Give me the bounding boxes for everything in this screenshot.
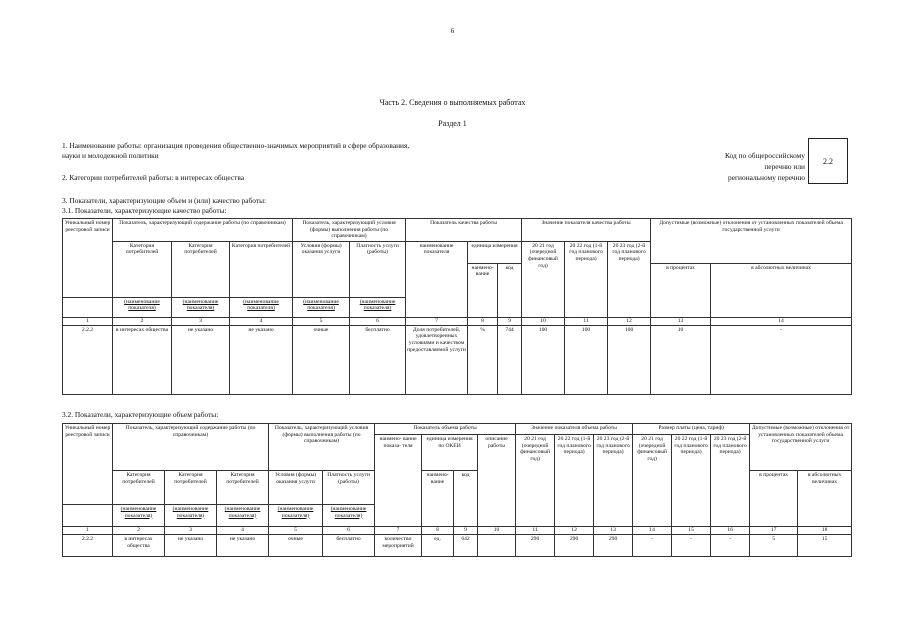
v-colnum: 11 bbox=[516, 527, 555, 535]
q-cell: 100 bbox=[565, 325, 608, 394]
q-colnum: 10 bbox=[522, 317, 565, 325]
v-h-pct: в процентах bbox=[750, 471, 798, 527]
v-colnum: 17 bbox=[750, 527, 798, 535]
v-h-value: Значение показателя объема работы bbox=[516, 424, 633, 435]
q-cell: 744 bbox=[498, 325, 522, 394]
v-colnum: 6 bbox=[323, 527, 375, 535]
code-label-2: перечню или bbox=[764, 162, 805, 171]
q-cell: 100 bbox=[522, 325, 565, 394]
section-title: Раздел 1 bbox=[438, 119, 467, 128]
q-col-numbers bbox=[63, 317, 852, 325]
v-h-ind-2: (наименование показателя) bbox=[165, 505, 217, 527]
q-h-name: наименование показателя bbox=[406, 241, 468, 317]
v-h-ind-3: (наименование показателя) bbox=[217, 505, 269, 527]
v-colnum: 2 bbox=[113, 527, 165, 535]
v-h-name: наимено- вание показа- теля bbox=[375, 435, 422, 527]
code-label-3: региональному перечню bbox=[728, 173, 805, 182]
v-colnum: 15 bbox=[672, 527, 711, 535]
v-colnum: 18 bbox=[798, 527, 852, 535]
v-h-desc: описание работы bbox=[478, 435, 516, 527]
q-h-deviation: Допустимые (возможные) отклонения от установленных показателей объема государственной услуги bbox=[651, 219, 852, 264]
consumers-line: 2. Категории потребителей работы: в интересах общества bbox=[62, 173, 244, 182]
v-cell: 290 bbox=[516, 535, 555, 557]
v-h-fee: Размер платы (цена, тариф) bbox=[633, 424, 750, 435]
q-h-quality: Показатель качества работы bbox=[406, 219, 522, 242]
v-colnum: 7 bbox=[375, 527, 422, 535]
v-h-y3: 20 23 год (2-й год планового периода) bbox=[594, 435, 633, 527]
v-colnum: 9 bbox=[454, 527, 478, 535]
q-h-conditions: Показатель, характеризующий условия (формы) выполнения работы (по справочникам) bbox=[293, 219, 406, 242]
v-h-f1: 20 21 год (очередной финансовый год) bbox=[633, 435, 672, 527]
code-label bbox=[660, 150, 805, 183]
page-number: 6 bbox=[450, 27, 455, 35]
v-h-deviation: Допустимые (возможные) отклонения от установленных показателей объема государственной услуги bbox=[750, 424, 852, 471]
q-colnum: 13 bbox=[651, 317, 711, 325]
v-cell: - bbox=[672, 535, 711, 557]
v-cell: в интересах общества bbox=[113, 535, 165, 557]
q-colnum: 4 bbox=[230, 317, 293, 325]
v-cell: ед. bbox=[422, 535, 454, 557]
q-cell: Доля потребителей, удовлетворенных условиями и качеством предоставляемой услуги bbox=[406, 325, 468, 394]
v-h-unit: единица измерения по ОКЕИ bbox=[422, 435, 478, 471]
v-cell: количество мероприятий bbox=[375, 535, 422, 557]
q-cell: в интересах общества bbox=[113, 325, 172, 394]
v-colnum: 8 bbox=[422, 527, 454, 535]
q-h-unit: единица измерения bbox=[468, 241, 522, 263]
v-h-unitname: наимено- вание bbox=[422, 471, 454, 527]
v-table-row bbox=[63, 535, 852, 557]
v-h-content: Показатель, характеризующий содержание работы (по справочникам) bbox=[113, 424, 269, 471]
q-colnum: 8 bbox=[468, 317, 498, 325]
q-h-value: Значение показателя качества работы bbox=[522, 219, 651, 242]
q-h-ind-2: (наименование показателя) bbox=[172, 297, 230, 317]
v-colnum: 10 bbox=[478, 527, 516, 535]
v-colnum: 3 bbox=[165, 527, 217, 535]
v-cell: не указано bbox=[165, 535, 217, 557]
q-colnum: 14 bbox=[711, 317, 852, 325]
q-colnum: 2 bbox=[113, 317, 172, 325]
v-h-f2: 20 22 год (1-й год планового периода) bbox=[672, 435, 711, 527]
q-h-cond1: Условия (формы) оказания услуги bbox=[293, 241, 350, 297]
q-h-unitname: наимено- вание bbox=[468, 263, 498, 317]
volume-table bbox=[62, 423, 852, 557]
q-h-ind-4: (наименование показателя) bbox=[293, 297, 350, 317]
q-colnum: 9 bbox=[498, 317, 522, 325]
v-h-volume: Показатель объема работы bbox=[375, 424, 516, 435]
work-name-line2: науки и молодежной политики bbox=[62, 151, 159, 160]
q-h-unique: Уникальный номер реестровой записи bbox=[63, 219, 113, 298]
v-cell: 15 bbox=[798, 535, 852, 557]
q-cell: не указано bbox=[230, 325, 293, 394]
v-h-abs: в абсолютных величинах bbox=[798, 471, 852, 527]
code-value: 2.2 bbox=[823, 156, 833, 166]
q-cell: очные bbox=[293, 325, 350, 394]
q-colnum: 11 bbox=[565, 317, 608, 325]
v-cell: бесплатно bbox=[323, 535, 375, 557]
q-cell: 100 bbox=[608, 325, 651, 394]
q-h-content: Показатель, характеризующий содержание работы (по справочникам) bbox=[113, 219, 293, 242]
q-colnum: 1 bbox=[63, 317, 113, 325]
q-colnum: 3 bbox=[172, 317, 230, 325]
v-h-ind-5: (наименование показателя) bbox=[323, 505, 375, 527]
q-h-ind-1: (наименование показателя) bbox=[113, 297, 172, 317]
v-h-f3: 20 23 год (2-й год планового периода) bbox=[711, 435, 750, 527]
v-h-ind-1: (наименование показателя) bbox=[113, 505, 165, 527]
q-cell: не указано bbox=[172, 325, 230, 394]
v-h-conditions: Показатель, характеризующий условия (формы) выполнения работы (по справочникам) bbox=[269, 424, 375, 471]
q-h-cond2: Платность услуги (работы) bbox=[350, 241, 406, 297]
v-colnum: 16 bbox=[711, 527, 750, 535]
q-h-pct: в процентах bbox=[651, 263, 711, 317]
q-cell: 10 bbox=[651, 325, 711, 394]
v-cell: не указано bbox=[217, 535, 269, 557]
q-cell: бесплатно bbox=[350, 325, 406, 394]
v-h-y1: 20 21 год (очередной финансовый год) bbox=[516, 435, 555, 527]
q-h-cat1: Категория потребителей bbox=[113, 241, 172, 297]
v-cell: 2.2.2 bbox=[63, 535, 113, 557]
q-h-cat2: Категория потребителей bbox=[172, 241, 230, 297]
q-cell: % bbox=[468, 325, 498, 394]
v-colnum: 1 bbox=[63, 527, 113, 535]
v-cell: 642 bbox=[454, 535, 478, 557]
q-colnum: 5 bbox=[293, 317, 350, 325]
q-colnum: 6 bbox=[350, 317, 406, 325]
v-colnum: 5 bbox=[269, 527, 323, 535]
q-colnum: 12 bbox=[608, 317, 651, 325]
q-h-y1: 20 21 год (очередной финансовый год) bbox=[522, 241, 565, 317]
v-cell: - bbox=[711, 535, 750, 557]
code-box bbox=[808, 138, 848, 184]
q-h-y3: 20 23 год (2-й год планового периода) bbox=[608, 241, 651, 317]
v-h-cat2: Категория потребителей bbox=[165, 471, 217, 505]
v-cell: - bbox=[633, 535, 672, 557]
q-h-code: код bbox=[498, 263, 522, 317]
v-cell: 290 bbox=[594, 535, 633, 557]
v-h-ind-4: (наименование показателя) bbox=[269, 505, 323, 527]
q-h-y2: 20 22 год (1-й год планового периода) bbox=[565, 241, 608, 317]
v-colnum: 13 bbox=[594, 527, 633, 535]
indicators-line: 3. Показатели, характеризующие объем и (или) качество работы: bbox=[62, 196, 267, 205]
q-h-ind-3: (наименование показателя) bbox=[230, 297, 293, 317]
v-colnum: 14 bbox=[633, 527, 672, 535]
v-cell: очные bbox=[269, 535, 323, 557]
v-colnum: 12 bbox=[555, 527, 594, 535]
q-colnum: 7 bbox=[406, 317, 468, 325]
q-h-cat3: Категория потребителей bbox=[230, 241, 293, 297]
v-h-cond1: Условия (формы) оказания услуги bbox=[269, 471, 323, 505]
volume-line: 3.2. Показатели, характеризующие объем работы: bbox=[62, 410, 219, 419]
q-h-abs: в абсолютных величинах bbox=[711, 263, 852, 317]
v-h-y2: 20 22 год (1-й год планового периода) bbox=[555, 435, 594, 527]
v-cell: 5 bbox=[750, 535, 798, 557]
quality-table bbox=[62, 218, 852, 395]
v-cell bbox=[478, 535, 516, 557]
work-name-line1: 1. Наименование работы: организация проведения общественно-значимых мероприятий в сфере образования, bbox=[62, 141, 410, 150]
v-h-cat3: Категория потребителей bbox=[217, 471, 269, 505]
code-label-1: Код по общероссийскому bbox=[724, 151, 805, 160]
v-h-cat1: Категория потребителей bbox=[113, 471, 165, 505]
v-h-unique: Уникальный номер реестровой записи bbox=[63, 424, 113, 505]
q-h-ind-5: (наименование показателя) bbox=[350, 297, 406, 317]
v-cell: 290 bbox=[555, 535, 594, 557]
part-title: Часть 2. Сведения о выполняемых работах bbox=[379, 98, 526, 107]
q-cell: - bbox=[711, 325, 852, 394]
v-colnum: 4 bbox=[217, 527, 269, 535]
q-cell: 2.2.2 bbox=[63, 325, 113, 394]
v-col-numbers bbox=[63, 527, 852, 535]
quality-line: 3.1. Показатели, характеризующие качество работы: bbox=[62, 206, 227, 215]
v-h-code: код bbox=[454, 471, 478, 527]
v-h-cond2: Платность услуги (работы) bbox=[323, 471, 375, 505]
q-table-row bbox=[63, 325, 852, 394]
